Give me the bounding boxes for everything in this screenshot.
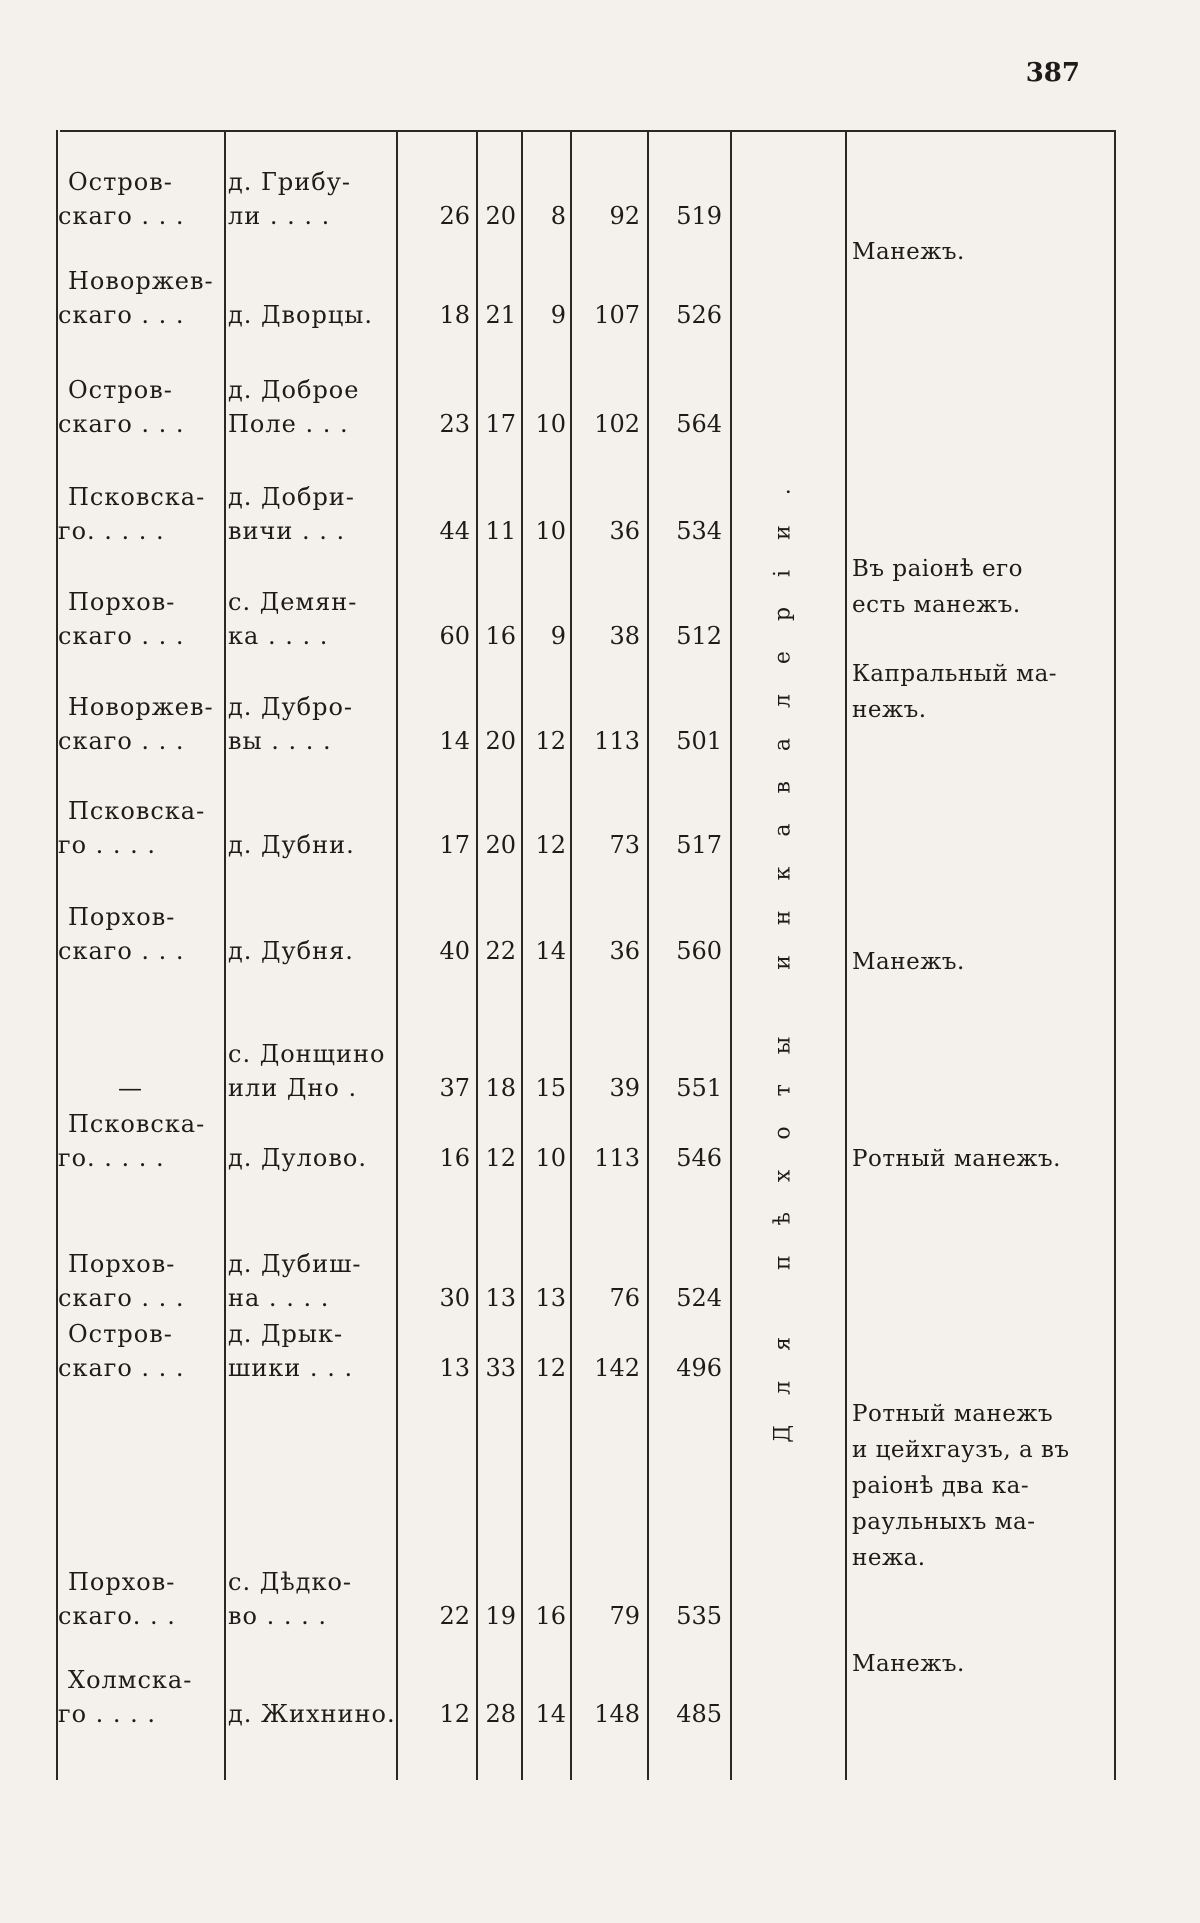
- remark-line: и цейхгаузъ, а въ: [852, 1437, 1070, 1463]
- place-name-line2: или Дно .: [228, 1074, 358, 1102]
- value-col3: 9: [550, 622, 566, 650]
- place-name-line2: ка . . . .: [228, 622, 329, 650]
- value-col2: 16: [485, 622, 516, 650]
- place-name-line2: вичи . . .: [228, 517, 346, 545]
- value-col4: 107: [594, 301, 640, 329]
- value-col5: 535: [676, 1602, 722, 1630]
- district-name-line1: Порхов-: [68, 1568, 176, 1596]
- value-col1: 44: [439, 517, 470, 545]
- value-col5: 551: [676, 1074, 722, 1102]
- remark-line: Въ раіонѣ его: [852, 556, 1024, 582]
- value-col1: 12: [439, 1700, 470, 1728]
- value-col4: 113: [594, 727, 640, 755]
- remark-line: Манежъ.: [852, 239, 965, 265]
- value-col3: 14: [535, 1700, 566, 1728]
- place-name-line2: во . . . .: [228, 1602, 327, 1630]
- value-col3: 9: [550, 301, 566, 329]
- value-col1: 23: [439, 410, 470, 438]
- value-col3: 8: [550, 202, 566, 230]
- district-name-line2: го . . . .: [58, 831, 157, 859]
- value-col5: 512: [676, 622, 722, 650]
- district-name-line1: Псковска-: [68, 483, 206, 511]
- place-name-line2: на . . . .: [228, 1284, 330, 1312]
- value-col2: 13: [485, 1284, 516, 1312]
- place-name-line2: ли . . . .: [228, 202, 331, 230]
- value-col4: 39: [609, 1074, 640, 1102]
- district-name-line1: Остров-: [68, 168, 173, 196]
- place-name-line2: д. Жихнино.: [228, 1700, 396, 1728]
- value-col3: 10: [535, 410, 566, 438]
- remark-line: Манежъ.: [852, 1651, 965, 1677]
- value-col4: 79: [609, 1602, 640, 1630]
- value-col4: 36: [609, 517, 640, 545]
- place-name-line1: д. Добри-: [228, 483, 355, 511]
- district-name-line1: Псковска-: [68, 1110, 206, 1138]
- value-col3: 12: [535, 727, 566, 755]
- value-col5: 519: [676, 202, 722, 230]
- column-rule: [647, 130, 649, 1780]
- place-name-line1: д. Дубро-: [228, 693, 354, 721]
- side-label-vertical: [763, 230, 803, 1670]
- value-col1: 14: [439, 727, 470, 755]
- value-col3: 16: [535, 1602, 566, 1630]
- value-col2: 20: [485, 727, 516, 755]
- remark-line: Манежъ.: [852, 949, 965, 975]
- district-name-line2: скаго . . .: [58, 301, 185, 329]
- value-col5: 501: [676, 727, 722, 755]
- district-name-line2: —: [118, 1074, 143, 1102]
- remark-line: есть манежъ.: [852, 592, 1021, 618]
- district-name-line2: скаго . . .: [58, 1284, 185, 1312]
- value-col3: 13: [535, 1284, 566, 1312]
- place-name-line2: вы . . . .: [228, 727, 332, 755]
- value-col2: 11: [485, 517, 516, 545]
- value-col4: 102: [594, 410, 640, 438]
- district-name-line2: скаго . . .: [58, 937, 185, 965]
- value-col5: 496: [676, 1354, 722, 1382]
- value-col4: 148: [594, 1700, 640, 1728]
- place-name-line2: д. Дулово.: [228, 1144, 367, 1172]
- district-name-line2: скаго . . .: [58, 410, 185, 438]
- value-col4: 36: [609, 937, 640, 965]
- place-name-line1: д. Доброе: [228, 376, 360, 404]
- value-col5: 526: [676, 301, 722, 329]
- value-col5: 485: [676, 1700, 722, 1728]
- district-name-line1: Остров-: [68, 1320, 173, 1348]
- remark-line: раіонѣ два ка-: [852, 1473, 1030, 1499]
- value-col3: 10: [535, 1144, 566, 1172]
- value-col1: 16: [439, 1144, 470, 1172]
- value-col2: 22: [485, 937, 516, 965]
- district-name-line1: Холмска-: [68, 1666, 193, 1694]
- value-col2: 19: [485, 1602, 516, 1630]
- column-rule: [396, 130, 398, 1780]
- district-name-line2: скаго . . .: [58, 727, 185, 755]
- side-label-text: Для пѣхоты инкавалеріи.: [770, 457, 796, 1443]
- place-name-line1: д. Грибу-: [228, 168, 351, 196]
- value-col5: 534: [676, 517, 722, 545]
- value-col2: 33: [485, 1354, 516, 1382]
- value-col3: 12: [535, 831, 566, 859]
- value-col5: 560: [676, 937, 722, 965]
- value-col5: 517: [676, 831, 722, 859]
- value-col2: 20: [485, 831, 516, 859]
- place-name-line1: д. Дубиш-: [228, 1250, 362, 1278]
- district-name-line2: скаго. . .: [58, 1602, 176, 1630]
- place-name-line2: д. Дубня.: [228, 937, 354, 965]
- district-name-line1: Остров-: [68, 376, 173, 404]
- value-col2: 17: [485, 410, 516, 438]
- district-name-line1: Порхов-: [68, 1250, 176, 1278]
- district-name-line2: скаго . . .: [58, 202, 185, 230]
- remark-line: нежъ.: [852, 697, 927, 723]
- district-name-line2: го. . . . .: [58, 1144, 165, 1172]
- value-col1: 30: [439, 1284, 470, 1312]
- value-col4: 73: [609, 831, 640, 859]
- value-col1: 22: [439, 1602, 470, 1630]
- value-col3: 14: [535, 937, 566, 965]
- value-col1: 37: [439, 1074, 470, 1102]
- place-name-line1: д. Дрык-: [228, 1320, 344, 1348]
- value-col3: 12: [535, 1354, 566, 1382]
- value-col4: 76: [609, 1284, 640, 1312]
- value-col4: 142: [594, 1354, 640, 1382]
- value-col1: 40: [439, 937, 470, 965]
- value-col5: 524: [676, 1284, 722, 1312]
- place-name-line2: шики . . .: [228, 1354, 354, 1382]
- remark-line: Капральный ма-: [852, 661, 1058, 687]
- district-name-line1: Новоржев-: [68, 267, 214, 295]
- place-name-line1: с. Дѣдко-: [228, 1568, 353, 1596]
- value-col2: 20: [485, 202, 516, 230]
- district-name-line2: скаго . . .: [58, 622, 185, 650]
- value-col1: 18: [439, 301, 470, 329]
- value-col2: 21: [485, 301, 516, 329]
- value-col5: 564: [676, 410, 722, 438]
- district-name-line1: Псковска-: [68, 797, 206, 825]
- district-name-line2: го. . . . .: [58, 517, 165, 545]
- value-col5: 546: [676, 1144, 722, 1172]
- column-rule: [845, 130, 847, 1780]
- place-name-line2: д. Дубни.: [228, 831, 355, 859]
- value-col4: 92: [609, 202, 640, 230]
- column-rule: [1114, 130, 1116, 1780]
- page-number: 387: [1025, 58, 1080, 88]
- district-name-line1: Новоржев-: [68, 693, 214, 721]
- district-name-line2: го . . . .: [58, 1700, 157, 1728]
- remark-line: раульныхъ ма-: [852, 1509, 1036, 1535]
- value-col2: 28: [485, 1700, 516, 1728]
- place-name-line1: с. Демян-: [228, 588, 358, 616]
- value-col1: 60: [439, 622, 470, 650]
- district-name-line1: Порхов-: [68, 903, 176, 931]
- place-name-line2: д. Дворцы.: [228, 301, 374, 329]
- value-col2: 12: [485, 1144, 516, 1172]
- value-col1: 13: [439, 1354, 470, 1382]
- value-col1: 26: [439, 202, 470, 230]
- remark-line: Ротный манежъ: [852, 1401, 1054, 1427]
- remark-line: Ротный манежъ.: [852, 1146, 1061, 1172]
- remark-line: нежа.: [852, 1545, 926, 1571]
- column-rule: [730, 130, 732, 1780]
- value-col1: 17: [439, 831, 470, 859]
- place-name-line1: с. Донщино: [228, 1040, 386, 1068]
- value-col3: 10: [535, 517, 566, 545]
- value-col4: 113: [594, 1144, 640, 1172]
- district-name-line2: скаго . . .: [58, 1354, 185, 1382]
- value-col2: 18: [485, 1074, 516, 1102]
- district-name-line1: Порхов-: [68, 588, 176, 616]
- value-col3: 15: [535, 1074, 566, 1102]
- value-col4: 38: [609, 622, 640, 650]
- table-top-rule: [60, 130, 1115, 132]
- place-name-line2: Поле . . .: [228, 410, 349, 438]
